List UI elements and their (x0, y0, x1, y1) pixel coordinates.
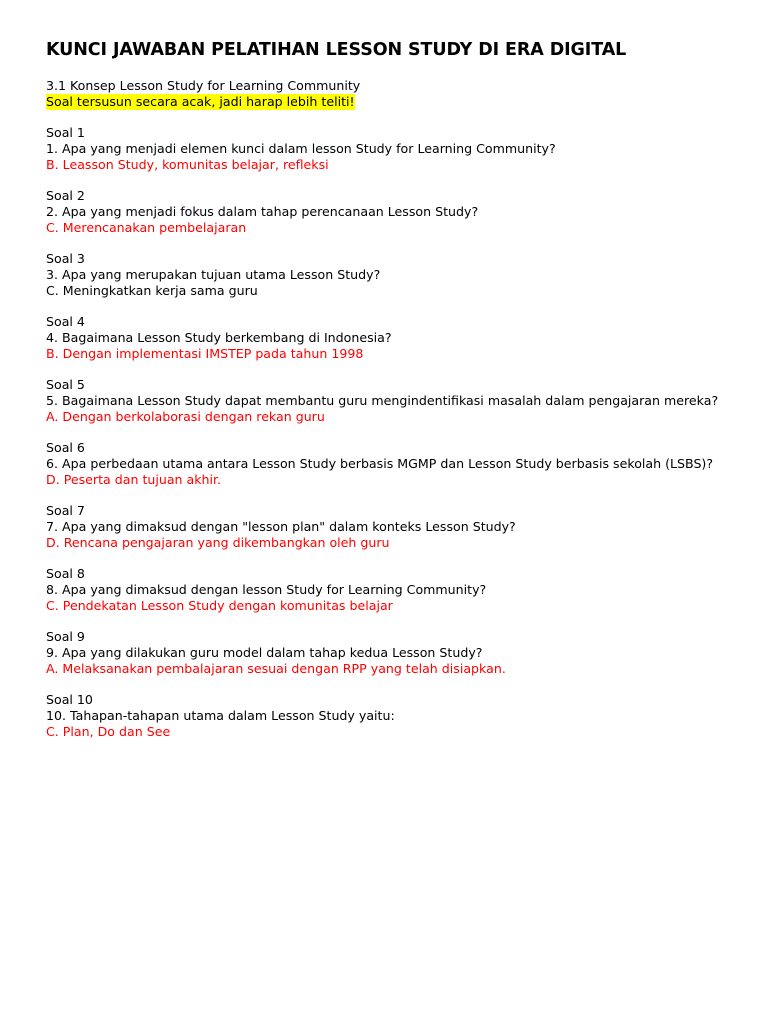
question-label: Soal 2 (46, 188, 85, 204)
question-text: 9. Apa yang dilakukan guru model dalam tahap kedua Lesson Study? (46, 644, 483, 660)
answer-text: B. Leasson Study, komunitas belajar, refleksi (46, 156, 329, 172)
question-label: Soal 7 (46, 503, 85, 519)
section-heading: 3.1 Konsep Lesson Study for Learning Community (46, 78, 361, 93)
answer-text: A. Dengan berkolaborasi dengan rekan guru (46, 408, 325, 424)
question-text: 5. Bagaimana Lesson Study dapat membantu guru mengindentifikasi masalah dalam pengajaran mereka? (46, 392, 719, 408)
document-page (46, 38, 746, 739)
note-line (46, 94, 746, 110)
highlighted-note: Soal tersusun secara acak, jadi harap lebih teliti! (46, 93, 355, 109)
question-block (46, 314, 746, 361)
question-text: 1. Apa yang menjadi elemen kunci dalam lesson Study for Learning Community? (46, 140, 556, 156)
question-label: Soal 1 (46, 125, 85, 141)
question-block (46, 566, 746, 613)
question-text: 3. Apa yang merupakan tujuan utama Lesson Study? (46, 266, 381, 282)
question-text: 7. Apa yang dimaksud dengan "lesson plan" dalam konteks Lesson Study? (46, 518, 516, 534)
question-text: 2. Apa yang menjadi fokus dalam tahap perencanaan Lesson Study? (46, 203, 479, 219)
question-label: Soal 8 (46, 566, 85, 582)
question-block (46, 125, 746, 172)
answer-text: D. Rencana pengajaran yang dikembangkan oleh guru (46, 534, 390, 550)
question-block (46, 440, 746, 487)
answer-text: D. Peserta dan tujuan akhir. (46, 471, 222, 487)
question-label: Soal 5 (46, 377, 85, 393)
answer-text: C. Pendekatan Lesson Study dengan komunitas belajar (46, 597, 393, 613)
question-block (46, 503, 746, 550)
answer-text: C. Plan, Do dan See (46, 723, 171, 739)
answer-text: B. Dengan implementasi IMSTEP pada tahun 1998 (46, 345, 364, 361)
question-block (46, 188, 746, 235)
question-block (46, 377, 746, 424)
question-block (46, 692, 746, 739)
answer-text: C. Meningkatkan kerja sama guru (46, 282, 258, 298)
answer-text: C. Merencanakan pembelajaran (46, 219, 247, 235)
document-title: KUNCI JAWABAN PELATIHAN LESSON STUDY DI ERA DIGITAL (46, 40, 627, 60)
question-block (46, 629, 746, 676)
answer-text: A. Melaksanakan pembalajaran sesuai dengan RPP yang telah disiapkan. (46, 660, 506, 676)
question-label: Soal 9 (46, 629, 85, 645)
question-label: Soal 4 (46, 314, 85, 330)
question-text: 4. Bagaimana Lesson Study berkembang di Indonesia? (46, 329, 392, 345)
question-text: 8. Apa yang dimaksud dengan lesson Study for Learning Community? (46, 581, 487, 597)
question-list (46, 125, 746, 739)
question-text: 6. Apa perbedaan utama antara Lesson Study berbasis MGMP dan Lesson Study berbasis sekolah (LSBS)? (46, 455, 714, 471)
question-text: 10. Tahapan-tahapan utama dalam Lesson Study yaitu: (46, 707, 395, 723)
question-block (46, 251, 746, 298)
question-label: Soal 6 (46, 440, 85, 456)
question-label: Soal 3 (46, 251, 85, 267)
question-label: Soal 10 (46, 692, 93, 708)
